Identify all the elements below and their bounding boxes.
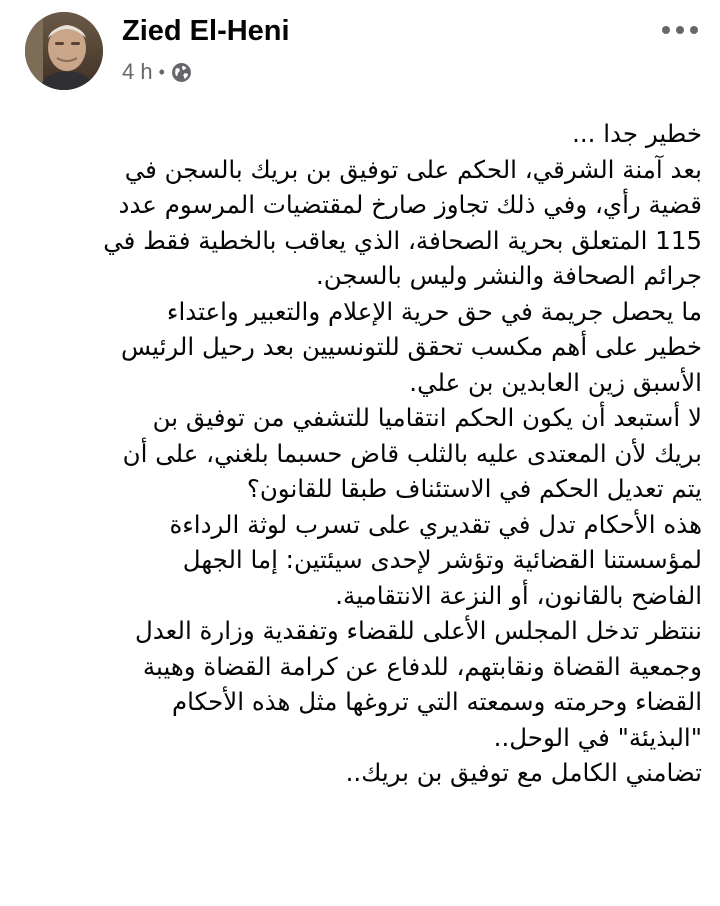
post-text-line: بعد آمنة الشرقي، الحكم على توفيق بن بريك بالسجن في <box>124 154 702 184</box>
post-text-line: 115 المتعلق بحرية الصحافة، الذي يعاقب بالخطية فقط في <box>103 225 702 255</box>
post-text-line: ننتظر تدخل المجلس الأعلى للقضاء وتفقدية وزارة العدل <box>135 616 702 645</box>
post-text-line: تضامني الكامل مع توفيق بن بريك.. <box>345 758 702 787</box>
post-text-line: ما يحصل جريمة في حق حرية الإعلام والتعبير واعتداء <box>166 296 702 326</box>
post-text-line: القضاء وحرمته وسمعته التي تروغها مثل هذه الأحكام <box>171 687 702 716</box>
author-avatar[interactable] <box>25 12 103 90</box>
post-timestamp[interactable]: 4 h <box>122 59 153 84</box>
post-text-line: هذه الأحكام تدل في تقديري على تسرب لوثة الرداءة <box>169 509 702 539</box>
more-options-icon <box>658 18 702 42</box>
globe-icon[interactable] <box>171 62 192 83</box>
post-text-line: خطير جدا ... <box>572 119 702 148</box>
post-text-line: لا أستبعد أن يكون الحكم انتقاميا للتشفي من توفيق بن <box>152 403 702 432</box>
post-text-line: بريك لأن المعتدى عليه بالثلب قاض حسبما بلغني، على أن <box>122 438 702 468</box>
post-text-line: لمؤسستنا القضائية وتؤشر لإحدى سيئتين: إما الجهل <box>182 545 702 574</box>
post-text-line: يتم تعديل الحكم في الاستئناف طبقا للقانون؟ <box>246 474 702 503</box>
post-text-line: "البذيئة" في الوحل.. <box>493 722 702 752</box>
post-text-line: جرائم الصحافة والنشر وليس بالسجن. <box>315 261 702 290</box>
meta-separator: • <box>158 61 165 82</box>
more-options-button[interactable] <box>658 18 702 42</box>
post-text-line: الأسبق زين العابدين بن علي. <box>409 367 702 397</box>
post-text-line: خطير على أهم مكسب تحقق للتونسيين بعد رحيل الرئيس <box>120 332 702 361</box>
avatar-photo-icon <box>25 12 103 90</box>
post-text-line: الفاضح بالقانون، أو النزعة الانتقامية. <box>335 580 702 610</box>
post-text-line: وجمعية القضاة ونقابتهم، للدفاع عن كرامة القضاة وهيبة <box>142 651 702 681</box>
post-text <box>16 116 702 791</box>
author-name[interactable]: Zied El-Heni <box>122 15 290 47</box>
post-meta <box>122 58 192 86</box>
post-header <box>0 0 720 100</box>
post-text-line: قضية رأي، وفي ذلك تجاوز صارخ لمقتضيات المرسوم عدد <box>118 190 702 219</box>
